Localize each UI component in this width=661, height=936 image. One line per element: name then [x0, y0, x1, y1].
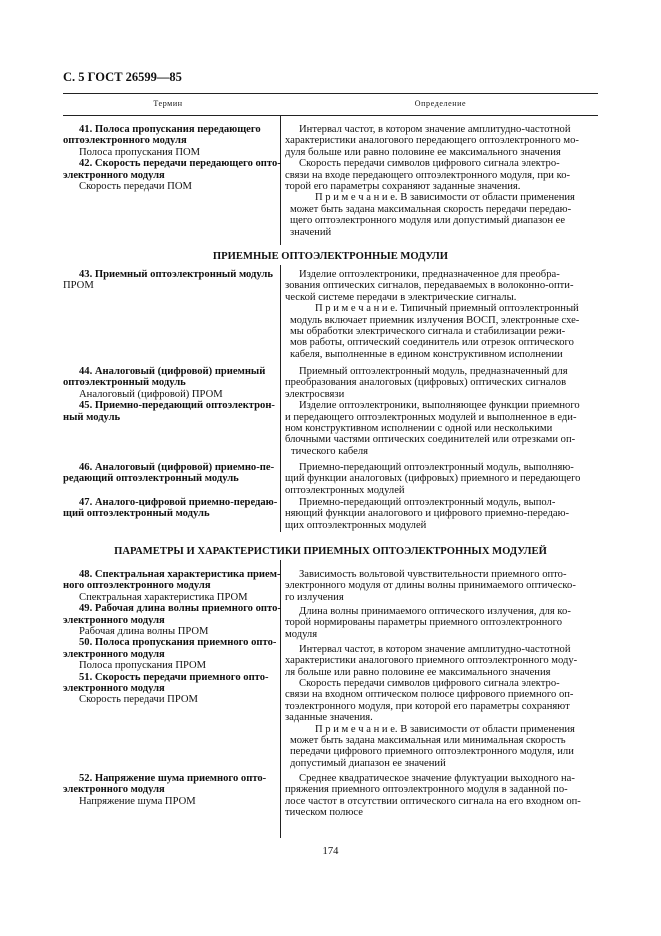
- term-41: [63, 124, 281, 193]
- term-title: оптоэлектронного модуля: [63, 135, 187, 147]
- definition-48: Зависимость вольтовой чувствительности приемного опто- электронного модуля от длины волны принимаемого оптическо- го излучения: [285, 569, 576, 603]
- column-divider: [280, 265, 281, 532]
- definition-44: Приемный оптоэлектронный модуль, предназначенный для преобразования аналоговых (цифровых) оптических сигналов электросвязи Изделие оптоэлектроники, выполняющее функции приемного и передающего оптоэлектронных модулей и выполненное в еди- ном конструктивном исполнении с одной или несколькими блочными частями оптических соединителей или отрезками оп- тического кабеля: [285, 366, 580, 457]
- term-title: 49. Рабочая длина волны приемного опто-: [79, 603, 281, 615]
- term-abbr: Полоса пропускания ПОМ: [79, 146, 201, 158]
- term-title: редающий оптоэлектронный модуль: [63, 473, 239, 485]
- term-48: [63, 569, 281, 706]
- definition-47: Приемно-передающий оптоэлектронный модуль, выпол- няющий функции аналогового и цифрового приемно-передаю- щих оптоэлектронных модулей: [285, 497, 570, 531]
- definition-49: Длина волны принимаемого оптического излучения, для ко- торой нормированы параметры приемного оптоэлектронного модуля: [285, 606, 571, 640]
- term-title: оптоэлектронный модуль: [63, 377, 186, 389]
- column-divider: [280, 115, 281, 245]
- term-title: 47. Аналого-цифровой приемно-передаю-: [79, 497, 278, 508]
- note: П р и м е ч а н и е. В зависимости от области применения: [315, 723, 575, 735]
- definition-51: Скорость передачи символов цифрового сигнала электро- связи на входном оптическом полюсе цифрового приемного оп- тоэлектронного модуля, при которой его параметры сохраняют заданные значения. П р и м е ч а н и е. В зависимости от области применения может быть задана максимальная или минимальная скорость передачи цифрового приемного оптоэлектронного модуля, или допустимый диапазон ее значений: [285, 678, 598, 769]
- term-46: [63, 462, 275, 485]
- column-header-definition: Определение: [414, 99, 467, 108]
- term-title: 41. Полоса пропускания передающего: [79, 124, 261, 135]
- term-title: электронного модуля: [63, 784, 165, 796]
- definition-50: Интервал частот, в котором значение амплитудно-частотной характеристики аналогового приемного оптоэлектронного моду- ля больше или равно половине ее максимального значения: [285, 644, 578, 678]
- term-title: 50. Полоса пропускания приемного опто-: [79, 637, 277, 649]
- term-abbr: ПРОМ: [63, 280, 94, 292]
- section-heading: ПАРАМЕТРЫ И ХАРАКТЕРИСТИКИ ПРИЕМНЫХ ОПТОЭЛЕКТРОННЫХ МОДУЛЕЙ: [114, 546, 547, 557]
- term-title: электронного модуля: [63, 683, 165, 695]
- term-title: 52. Напряжение шума приемного опто-: [79, 773, 267, 784]
- term-title: щий оптоэлектронный модуль: [63, 508, 210, 520]
- term-title: 46. Аналоговый (цифровой) приемно-пе-: [79, 462, 275, 473]
- section-heading: ПРИЕМНЫЕ ОПТОЭЛЕКТРОННЫЕ МОДУЛИ: [212, 251, 449, 262]
- column-header-term: Термин: [153, 99, 183, 108]
- term-abbr: Скорость передачи ПОМ: [79, 181, 192, 193]
- term-43: [63, 269, 275, 292]
- term-title: 45. Приемно-передающий оптоэлектрон-: [79, 400, 275, 412]
- term-abbr: Скорость передачи ПРОМ: [79, 694, 198, 706]
- term-47: [63, 497, 278, 520]
- term-title: электронного модуля: [63, 169, 165, 181]
- term-title: 44. Аналоговый (цифровой) приемный: [79, 366, 266, 377]
- term-abbr: Спектральная характеристика ПРОМ: [79, 591, 248, 603]
- term-title: ный модуль: [63, 411, 121, 423]
- table-top-rule: [63, 93, 598, 94]
- term-abbr: Аналоговый (цифровой) ПРОМ: [79, 388, 223, 400]
- page-number: 174: [322, 846, 339, 857]
- term-title: ного оптоэлектронного модуля: [63, 580, 211, 592]
- definition-46: Приемно-передающий оптоэлектронный модуль, выполняю- щий функции аналоговых (цифровых) приемного и передающего оптоэлектронных модулей: [285, 462, 581, 496]
- term-title: электронного модуля: [63, 614, 165, 626]
- page-header: С. 5 ГОСТ 26599—85: [63, 70, 182, 84]
- term-title: 42. Скорость передачи передающего опто-: [79, 158, 281, 170]
- definition-41: Интервал частот, в котором значение амплитудно-частотной характеристики аналогового передающего оптоэлектронного мо- дуля больше или равно половине ее максимального значения Скорость передачи символов цифрового сигнала электро- связи на входе передающего оптоэлектронного модуля, при ко- торой его параметры сохраняют заданные значения. П р и м е ч а н и е. В зависимости от области применения может быть задана максимальная скорость передачи передаю- щего оптоэлектронного модуля или допустимый диапазон ее значений: [285, 124, 598, 238]
- definition-52: Среднее квадратическое значение флуктуации выходного на- пряжения приемного оптоэлектронного модуля в заданной по- лосе частот в отсутствии оптического сигнала на его входном оп- тическом полюсе: [285, 773, 581, 819]
- term-abbr: Полоса пропускания ПРОМ: [79, 660, 207, 672]
- term-title: электронного модуля: [63, 648, 165, 660]
- term-abbr: Рабочая длина волны ПРОМ: [79, 626, 209, 638]
- column-divider: [280, 560, 281, 838]
- term-52: [63, 773, 275, 807]
- table-header-rule: [63, 115, 598, 116]
- term-title: 51. Скорость передачи приемного опто-: [79, 671, 269, 683]
- term-44: [63, 366, 275, 423]
- definition-43: Изделие оптоэлектроники, предназначенное для преобра- зования оптических сигналов, передаваемых в волоконно-опти- ческой системе передачи в электрические сигналы. П р и м е ч а н и е. Типичный приемный оптоэлектронный модуль включает приемник излучения ВОСП, электронные схе- мы обработки электрического сигнала и стабилизации режи- мов работы, оптический соединитель или отрезок оптического кабеля, выполненные в едином конструктивном исполнении: [285, 269, 598, 360]
- term-title: 48. Спектральная характеристика прием-: [79, 569, 281, 580]
- note: П р и м е ч а н и е. В зависимости от области применения: [315, 192, 575, 204]
- term-abbr: Напряжение шума ПРОМ: [79, 795, 196, 807]
- term-title: 43. Приемный оптоэлектронный модуль: [79, 269, 273, 280]
- note: П р и м е ч а н и е. Типичный приемный оптоэлектронный: [315, 303, 579, 315]
